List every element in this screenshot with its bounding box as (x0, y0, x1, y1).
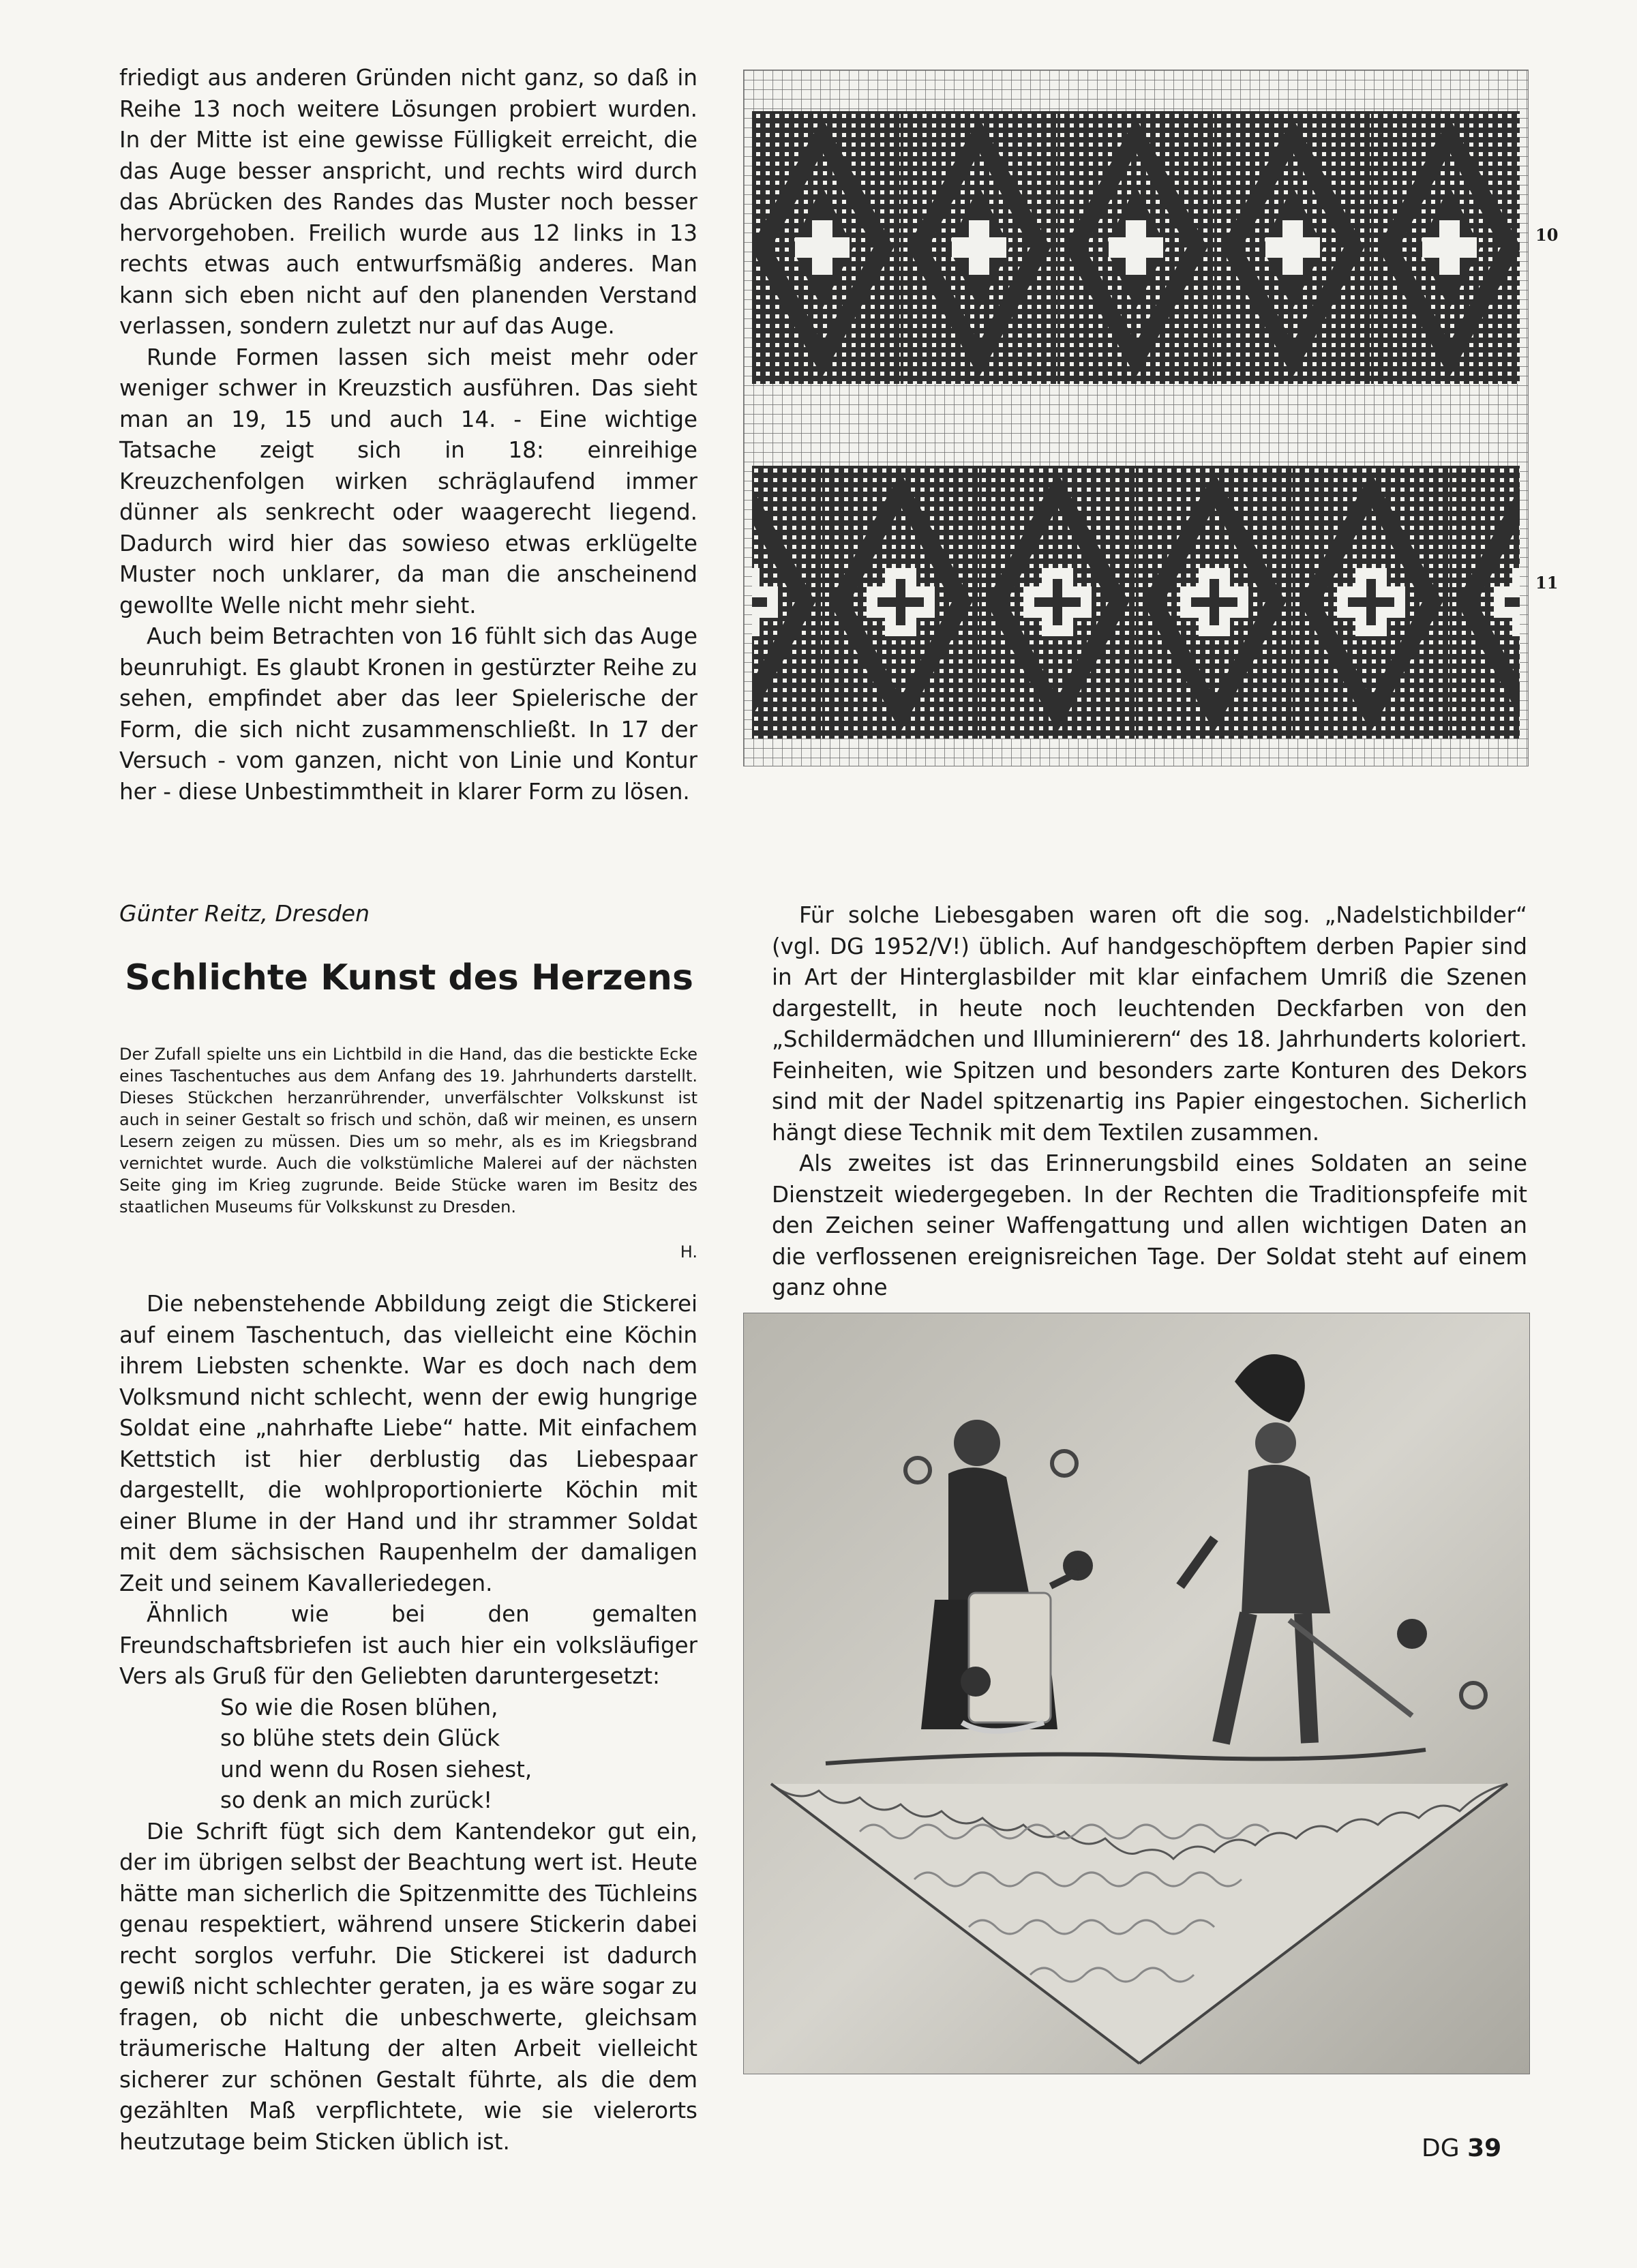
verse-line: so blühe stets dein Glück (220, 1725, 500, 1751)
paragraph: Ähnlich wie bei den gemalten Freundschaftsbriefen ist auch hier ein volksläufiger Vers als Gruß für den Geliebten daruntergesetzt: (119, 1601, 697, 1689)
intro-signature: H. (680, 1242, 697, 1262)
article-intro (119, 1043, 697, 1262)
article-author: Günter Reitz, Dresden (119, 900, 370, 927)
embroidery-image (744, 1313, 1529, 2074)
pattern-band-11 (752, 466, 1520, 738)
pattern-image (744, 70, 1528, 766)
paragraph: Auch beim Betrachten von 16 fühlt sich das Auge beunruhigt. Es glaubt Kronen in gestürzter Reihe zu sehen, empfindet aber das leer Spielerische der Form, die sich nicht zusammenschließt. In 17 der Versuch - vom ganzen, nicht von Linie und Kontur her - diese Unbestimmtheit in klarer Form zu lösen. (119, 623, 697, 805)
top-text-column (119, 63, 697, 807)
paragraph: friedigt aus anderen Gründen nicht ganz, so daß in Reihe 13 noch weitere Lösungen probiert wurden. In der Mitte ist eine gewisse Fülligkeit erreicht, die das Auge besser anspricht, und rechts wird durch das Abrücken des Randes das Muster noch besser hervorgehoben. Freilich wurde aus 12 links in 13 rechts etwas auch entwurfsmäßig anderes. Man kann sich eben nicht auf den planenden Verstand verlassen, sondern zuletzt nur auf das Auge. (119, 65, 697, 339)
paragraph: Die Schrift fügt sich dem Kantendekor gut ein, der im übrigen selbst der Beachtung wert ist. Heute hätte man sicherlich die Spitzenmitte des Tüchleins genau respektiert, während unsere Stickerin dabei recht sorglos verfuhr. Die Stickerei ist dadurch gewiß nicht schlechter geraten, ja es wäre sogar zu fragen, ob nicht die unbeschwerte, gleichsam träumerische Haltung der alten Arbeit vielleicht sicherer zur schönen Gestalt führte, als die dem gezählten Maß verpflichtete, wie sie vielerorts heutzutage beim Sticken üblich ist. (119, 1818, 697, 2155)
figure-label-10: 10 (1535, 225, 1559, 245)
verse-line: So wie die Rosen blühen, (220, 1694, 498, 1720)
article-title: Schlichte Kunst des Herzens (125, 957, 693, 998)
paragraph: Für solche Liebesgaben waren oft die sog. „Nadelstichbilder“ (vgl. DG 1952/V!) üblich. Auf handgeschöpftem derben Papier sind in Art der Hinterglasbilder mit klar einfachem Umriß die Szenen dargestellt, in heute noch leuchtenden Deckfarben von den „Schildermädchen und Illuminierern“ des 18. Jahrhunderts koloriert. Feinheiten, wie Spitzen und besonders zarte Konturen des Dekors sind mit der Nadel spitzenartig ins Papier eingestochen. Sicherlich hängt diese Technik mit dem Textilen zusammen. (772, 902, 1527, 1146)
verse-line: und wenn du Rosen siehest, (220, 1756, 532, 1782)
paragraph: Runde Formen lassen sich meist mehr oder weniger schwer in Kreuzstich ausführen. Das sieht man an 19, 15 und auch 14. - Eine wichtige Tatsache zeigt sich in 18: einreihige Kreuzchenfolgen wirken schräglaufend immer dünner als senkrecht oder waagerecht liegend. Dadurch wird hier das sowieso etwas erklügelte Muster noch unklarer, da man die anscheinend gewollte Welle nicht mehr sieht. (119, 344, 697, 618)
article-body-right (772, 900, 1527, 1304)
embroidery-photo (743, 1313, 1530, 2074)
verse-line: so denk an mich zurück! (220, 1787, 493, 1813)
paragraph: Die nebenstehende Abbildung zeigt die Stickerei auf einem Taschentuch, das vielleicht eine Köchin ihrem Liebsten schenkte. War es doch nach dem Volksmund nicht schlecht, wenn der ewig hungrige Soldat eine „nahrhafte Liebe“ hatte. Mit einfachem Kettstich ist hier derblustig das Liebespaar dargestellt, die wohlproportionierte Köchin mit einer Blume in der Hand und ihr strammer Soldat mit dem sächsischen Raupenhelm der damaligen Zeit und seinem Kavalleriedegen. (119, 1291, 697, 1596)
article-body-left (119, 1289, 697, 2158)
figure-label-11: 11 (1535, 573, 1559, 593)
page-folio (1422, 2134, 1501, 2162)
intro-text: Der Zufall spielte uns ein Lichtbild in die Hand, das die bestickte Ecke eines Taschentuches aus dem Anfang des 19. Jahrhunderts darstellt. Dieses Stückchen herzanrührender, unverfälschter Volkskunst ist auch in seiner Gestalt so frisch und schön, daß wir meinen, es unsern Lesern zeigen zu müssen. Dies um so mehr, als es im Kriegsbrand vernichtet wurde. Auch die volkstümliche Malerei auf der nächsten Seite ging im Krieg zugrunde. Beide Stücke waren im Besitz des staatlichen Museums für Volkskunst zu Dresden. (119, 1045, 697, 1217)
folio-prefix: DG (1422, 2134, 1460, 2162)
paragraph: Als zweites ist das Erinnerungsbild eines Soldaten an seine Dienstzeit wiedergegeben. In der Rechten die Traditionspfeife mit den Zeichen seiner Waffengattung und allen wichtigen Daten an die verflossenen ereignisreichen Tage. Der Soldat steht auf einem ganz ohne (772, 1150, 1527, 1300)
page-number: 39 (1467, 2134, 1502, 2162)
pattern-band-10 (752, 111, 1520, 384)
cross-stitch-pattern-figure (743, 70, 1529, 766)
